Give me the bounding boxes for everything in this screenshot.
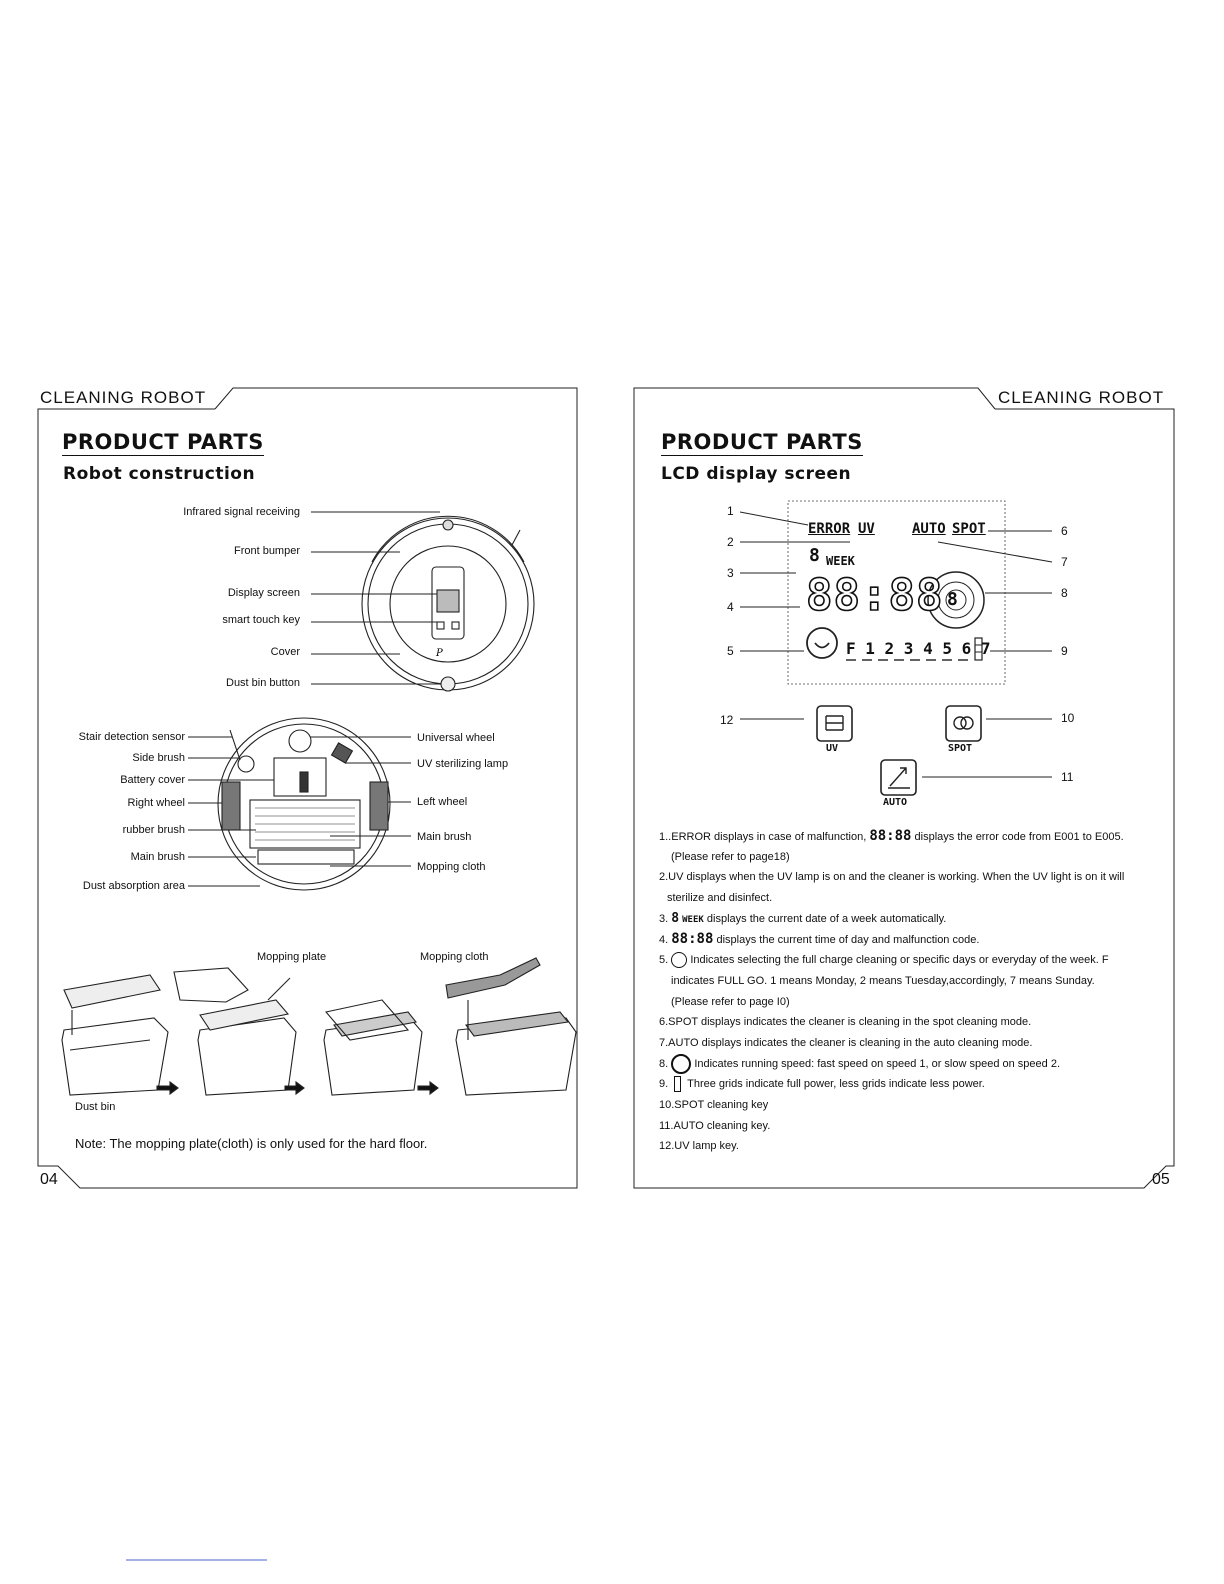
callout-7: 7 — [1061, 555, 1068, 569]
label-infrared-signal: Infrared signal receiving — [183, 506, 300, 518]
label-stair-detection: Stair detection sensor — [78, 731, 185, 743]
label-cover: Cover — [270, 646, 300, 658]
label-rubber-brush: rubber brush — [122, 824, 185, 836]
callout-6: 6 — [1061, 524, 1068, 538]
lcd-spot: SPOT — [952, 521, 986, 537]
desc-1-line-1: 1..ERROR displays in case of malfunction, 88:88 displays the error code from E001 to E005. — [659, 828, 1124, 844]
lcd-days: F 1 2 3 4 5 6 7 — [846, 639, 991, 658]
right-header: CLEANING ROBOT — [998, 388, 1165, 407]
desc-4: 4. 88:88 displays the current time of day and malfunction code. — [659, 931, 980, 948]
desc-1-line-2: (Please refer to page18) — [671, 850, 790, 863]
label-uv-sterilizing-lamp: UV sterilizing lamp — [417, 758, 509, 770]
label-right-wheel: Right wheel — [127, 797, 185, 809]
callout-8: 8 — [1061, 586, 1068, 600]
label-dust-absorption: Dust absorption area — [82, 880, 185, 892]
label-front-bumper: Front bumper — [233, 545, 300, 557]
callout-1: 1 — [727, 504, 734, 518]
callout-10: 10 — [1061, 711, 1075, 725]
label-universal-wheel: Universal wheel — [417, 732, 495, 744]
svg-text:P: P — [436, 648, 443, 659]
desc-3: 3. 8 WEEK displays the current date of a week automatically. — [659, 910, 947, 926]
label-mopping-cloth-step: Mopping cloth — [420, 951, 489, 963]
spot-key-label: SPOT — [948, 743, 973, 754]
desc-2-line-1: 2.UV displays when the UV lamp is on and the cleaner is working. When the UV light is on it will — [659, 871, 1125, 884]
callout-12: 12 — [720, 713, 734, 727]
callout-3: 3 — [727, 566, 734, 580]
callout-11: 11 — [1061, 770, 1074, 784]
lcd-week: WEEK — [826, 554, 855, 568]
inline-time-icon-2: 88:88 — [671, 931, 714, 948]
right-page-title: PRODUCT PARTS — [661, 430, 863, 454]
auto-key-label: AUTO — [883, 797, 908, 808]
lcd-error: ERROR — [808, 521, 851, 537]
desc-6: 6.SPOT displays indicates the cleaner is cleaning in the spot cleaning mode. — [659, 1016, 1032, 1029]
label-mopping-plate: Mopping plate — [257, 951, 327, 963]
label-mopping-cloth: Mopping cloth — [417, 861, 486, 873]
lcd-day-digit: 8 — [809, 545, 820, 566]
desc-11: 11.AUTO cleaning key. — [659, 1119, 771, 1132]
label-smart-touch-key: smart touch key — [222, 614, 300, 626]
desc-5-line-2: indicates FULL GO. 1 means Monday, 2 means Tuesday,accordingly, 7 means Sunday. — [671, 974, 1095, 987]
desc-9: 9. Three grids indicate full power, less grids indicate less power. — [659, 1074, 1124, 1095]
lcd-speed-digit: 8 — [947, 589, 958, 610]
desc-2-line-2: sterilize and disinfect. — [667, 892, 773, 905]
uv-key-label: UV — [826, 743, 839, 754]
left-note: Note: The mopping plate(cloth) is only used for the hard floor. — [75, 1136, 428, 1151]
svg-text:P: P — [445, 572, 454, 586]
label-left-wheel: Left wheel — [417, 796, 468, 808]
desc-12: 12.UV lamp key. — [659, 1140, 739, 1153]
desc-10: 10.SPOT cleaning key — [659, 1098, 769, 1111]
label-dust-bin-button: Dust bin button — [226, 677, 300, 689]
left-page-number: 04 — [40, 1171, 58, 1188]
inline-time-icon: 88:88 — [869, 828, 912, 844]
inline-week-icon: WEEK — [682, 914, 704, 925]
lcd-auto: AUTO — [912, 521, 946, 537]
left-page-subtitle: Robot construction — [63, 464, 256, 484]
desc-5-line-3: (Please refer to page I0) — [671, 995, 790, 1008]
label-main-brush-right: Main brush — [417, 831, 472, 843]
callout-9: 9 — [1061, 644, 1068, 658]
right-page-number: 05 — [1152, 1171, 1170, 1188]
lcd-uv: UV — [858, 521, 875, 537]
callout-5: 5 — [727, 644, 734, 658]
lcd-time: 88:88 — [806, 570, 944, 621]
label-battery-cover: Battery cover — [120, 774, 185, 786]
label-dust-bin: Dust bin — [75, 1101, 116, 1113]
callout-4: 4 — [727, 600, 734, 614]
left-page-title: PRODUCT PARTS — [62, 430, 264, 454]
desc-8: 8. Indicates running speed: fast speed on speed 1, or slow speed on speed 2. — [659, 1054, 1124, 1075]
right-page-subtitle: LCD display screen — [661, 464, 852, 484]
desc-5-line-1: 5. Indicates selecting the full charge cleaning or specific days or everyday of the week. F — [659, 950, 1124, 971]
callout-2: 2 — [727, 535, 734, 549]
label-display-screen: Display screen — [227, 587, 300, 599]
label-main-brush-left: Main brush — [130, 851, 185, 863]
label-side-brush: Side brush — [132, 752, 185, 764]
left-header: CLEANING ROBOT — [40, 388, 207, 407]
desc-7: 7.AUTO displays indicates the cleaner is cleaning in the auto cleaning mode. — [659, 1036, 1033, 1049]
inline-day-icon: 8 — [671, 910, 680, 926]
